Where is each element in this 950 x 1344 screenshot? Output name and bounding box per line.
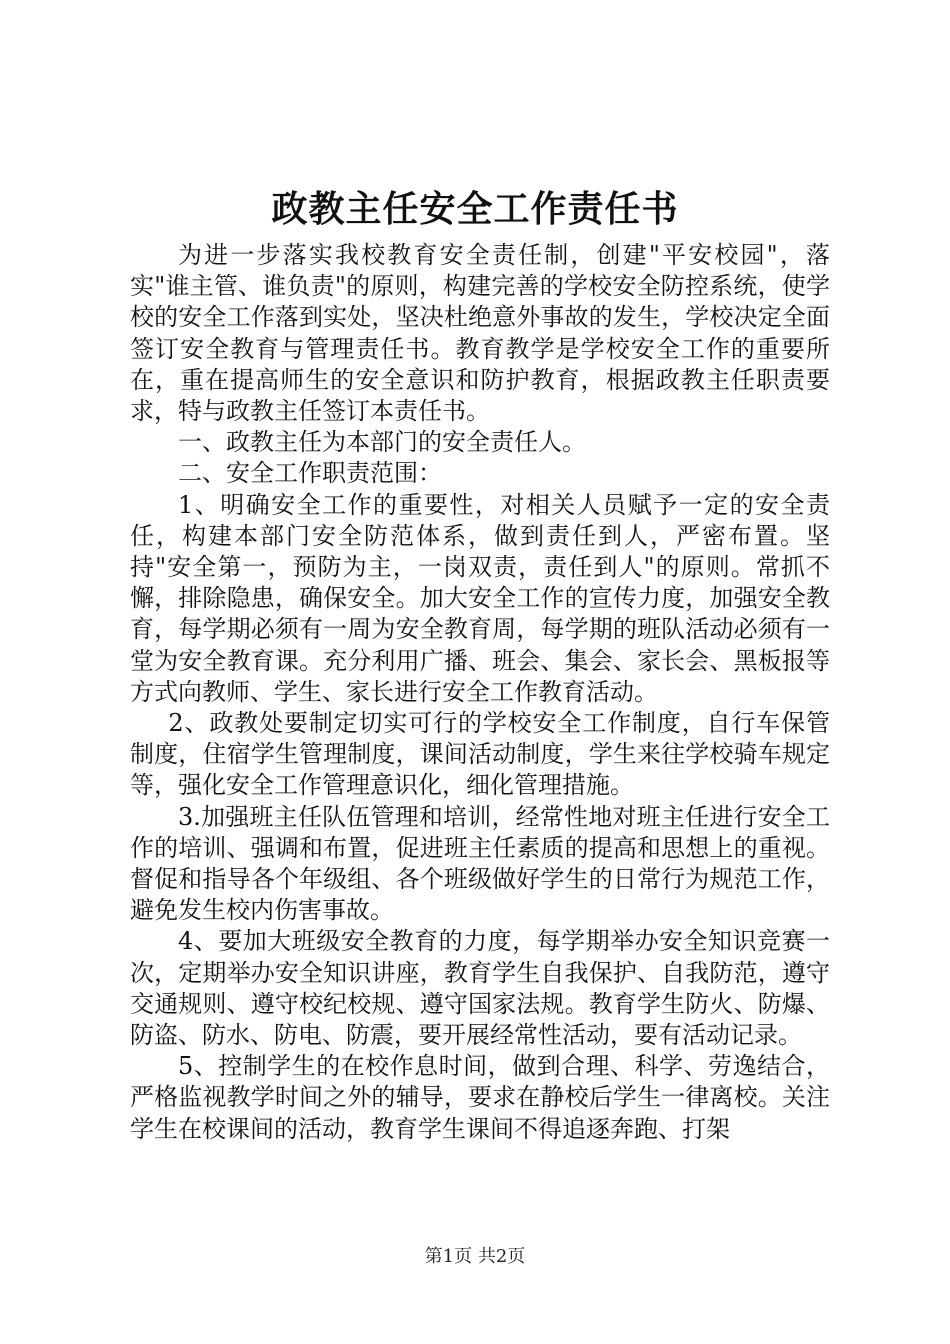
page-footer: 第1页 共2页 (424, 1246, 526, 1267)
paragraph-duty-2: 2、政教处要制定切实可行的学校安全工作制度，自行车保管制度，住宿学生管理制度，课间活动制度，学生来往学校骑车规定等，强化安全工作管理意识化，细化管理措施。 (130, 709, 830, 800)
paragraph-duty-3: 3.加强班主任队伍管理和培训，经常性地对班主任进行安全工作的培训、强调和布置，促进班主任素质的提高和思想上的重视。督促和指导各个年级组、各个班级做好学生的日常行为规范工作，避免发生校内伤害事故。 (130, 802, 830, 925)
document-title: 政教主任安全工作责任书 (271, 188, 679, 230)
paragraph-intro: 为进一步落实我校教育安全责任制，创建"平安校园"，落实"谁主管、谁负责"的原则，构建完善的学校安全防控系统，使学校的安全工作落到实处，坚决杜绝意外事故的发生，学校决定全面签订安全教育与管理责任书。教育教学是学校安全工作的重要所在，重在提高师生的安全意识和防护教育，根据政教主任职责要求，特与政教主任签订本责任书。 (130, 241, 830, 426)
paragraph-duty-1: 1、明确安全工作的重要性，对相关人员赋予一定的安全责任，构建本部门安全防范体系，做到责任到人，严密布置。坚持"安全第一，预防为主，一岗双责，责任到人"的原则。常抓不懈，排除隐患，确保安全。加大安全工作的宣传力度，加强安全教育，每学期必须有一周为安全教育周，每学期的班队活动必须有一堂为安全教育课。充分利用广播、班会、集会、家长会、黑板报等方式向教师、学生、家长进行安全工作教育活动。 (130, 490, 830, 706)
paragraph-duty-4: 4、要加大班级安全教育的力度，每学期举办安全知识竞赛一次，定期举办安全知识讲座，教育学生自我保护、自我防范，遵守交通规则、遵守校纪校规、遵守国家法规。教育学生防火、防爆、防盗、防水、防电、防震，要开展经常性活动，要有活动记录。 (130, 927, 830, 1050)
paragraph-item-2: 二、安全工作职责范围： (178, 459, 442, 488)
document-body (130, 240, 830, 1145)
paragraph-duty-5: 5、控制学生的在校作息时间，做到合理、科学、劳逸结合，严格监视教学时间之外的辅导，要求在静校后学生一律离校。关注学生在校课间的活动，教育学生课间不得追逐奔跑、打架 (130, 1052, 830, 1143)
paragraph-item-1: 一、政教主任为本部门的安全责任人。 (178, 428, 586, 457)
